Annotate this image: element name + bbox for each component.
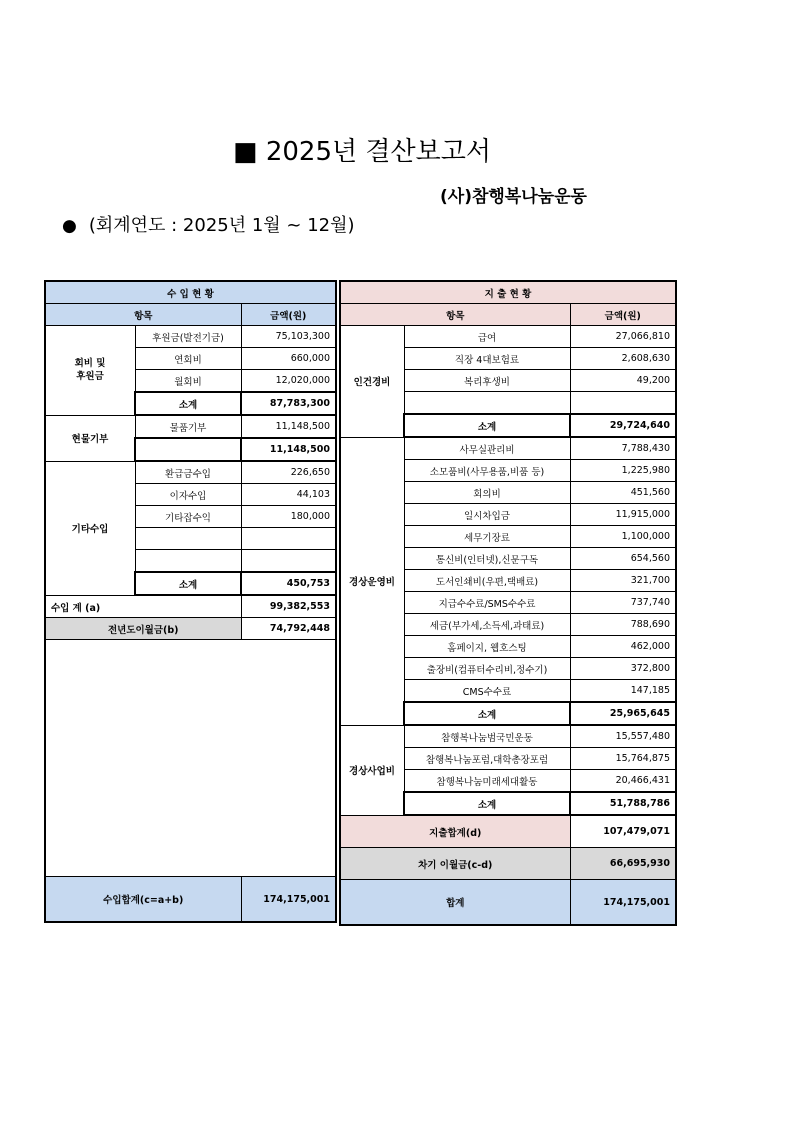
expense-col-item: 항목 xyxy=(340,304,570,326)
expense-amount: 737,740 xyxy=(570,592,676,614)
expense-item: 참행복나눔미래세대활동 xyxy=(404,770,570,793)
carryover-amount: 74,792,448 xyxy=(241,618,336,640)
income-empty-cell xyxy=(241,528,336,550)
expense-total-label: 지출합계(d) xyxy=(340,815,570,848)
expense-item: 도서인쇄비(우편,택배료) xyxy=(404,570,570,592)
income-item: 기타잡수익 xyxy=(135,506,241,528)
expense-item: 출장비(컴퓨터수리비,정수기) xyxy=(404,658,570,680)
expense-item: 세무기장료 xyxy=(404,526,570,548)
expense-item: 지급수수료/SMS수수료 xyxy=(404,592,570,614)
expense-amount: 147,185 xyxy=(570,680,676,703)
expense-subtotal: 51,788,786 xyxy=(570,792,676,815)
income-empty-cell xyxy=(241,550,336,573)
expense-item: 홈페이지, 웹호스팅 xyxy=(404,636,570,658)
expense-grand-total: 174,175,001 xyxy=(570,880,676,926)
expense-item: 급여 xyxy=(404,326,570,348)
income-empty-cell xyxy=(135,550,241,573)
expense-grand-label: 합계 xyxy=(340,880,570,926)
expense-amount: 27,066,810 xyxy=(570,326,676,348)
income-group-inkind: 현물기부 xyxy=(45,415,135,461)
organization-name: (사)참행복나눔운동 xyxy=(440,187,587,207)
bullet-icon: ● xyxy=(62,216,77,236)
expense-empty-cell xyxy=(404,392,570,415)
income-subtotal: 450,753 xyxy=(241,572,336,595)
income-header: 수 입 현 황 xyxy=(45,281,336,304)
income-grand-label: 수입합계(c=a+b) xyxy=(45,877,241,923)
expense-item: 소모품비(사무용품,비품 등) xyxy=(404,460,570,482)
expense-amount: 1,225,980 xyxy=(570,460,676,482)
income-amount: 660,000 xyxy=(241,348,336,370)
expense-subtotal-label: 소계 xyxy=(404,792,570,815)
expense-item: 직장 4대보험료 xyxy=(404,348,570,370)
income-amount: 11,148,500 xyxy=(241,415,336,438)
expense-empty-cell xyxy=(570,392,676,415)
income-subtotal-label: 소계 xyxy=(135,392,241,415)
next-carry-amount: 66,695,930 xyxy=(570,848,676,880)
income-total-label: 수입 계 (a) xyxy=(45,595,241,618)
income-empty-cell xyxy=(135,438,241,461)
expense-amount: 20,466,431 xyxy=(570,770,676,793)
expense-amount: 7,788,430 xyxy=(570,437,676,460)
income-item: 물품기부 xyxy=(135,415,241,438)
expense-amount: 11,915,000 xyxy=(570,504,676,526)
expense-group-projects: 경상사업비 xyxy=(340,725,404,815)
income-group-other: 기타수입 xyxy=(45,461,135,595)
expense-amount: 15,557,480 xyxy=(570,725,676,748)
income-amount: 226,650 xyxy=(241,461,336,484)
expense-subtotal-label: 소계 xyxy=(404,414,570,437)
income-item: 후원금(발전기금) xyxy=(135,326,241,348)
expense-amount: 451,560 xyxy=(570,482,676,504)
income-amount: 75,103,300 xyxy=(241,326,336,348)
expense-subtotal-label: 소계 xyxy=(404,702,570,725)
income-item: 월회비 xyxy=(135,370,241,393)
expense-group-personnel: 인건경비 xyxy=(340,326,404,438)
expense-item: 세금(부가세,소득세,과태료) xyxy=(404,614,570,636)
income-item: 이자수입 xyxy=(135,484,241,506)
carryover-label: 전년도이월금(b) xyxy=(45,618,241,640)
expense-amount: 49,200 xyxy=(570,370,676,392)
expense-item: 회의비 xyxy=(404,482,570,504)
income-total: 99,382,553 xyxy=(241,595,336,618)
expense-group-operations: 경상운영비 xyxy=(340,437,404,725)
expense-item: 통신비(인터넷),신문구독 xyxy=(404,548,570,570)
expense-item: 참행복나눔포럼,대학총장포럼 xyxy=(404,748,570,770)
expense-item: CMS수수료 xyxy=(404,680,570,703)
expense-subtotal: 29,724,640 xyxy=(570,414,676,437)
expense-item: 복리후생비 xyxy=(404,370,570,392)
income-empty-cell xyxy=(135,528,241,550)
income-grand-total: 174,175,001 xyxy=(241,877,336,923)
income-item: 환급금수입 xyxy=(135,461,241,484)
expense-subtotal: 25,965,645 xyxy=(570,702,676,725)
expense-header: 지 출 현 황 xyxy=(340,281,676,304)
expense-table xyxy=(339,280,677,926)
income-group-membership: 회비 및 후원금 xyxy=(45,326,135,416)
fiscal-period xyxy=(62,211,355,237)
income-amount: 180,000 xyxy=(241,506,336,528)
expense-amount: 321,700 xyxy=(570,570,676,592)
expense-amount: 788,690 xyxy=(570,614,676,636)
income-subtotal-label: 소계 xyxy=(135,572,241,595)
expense-col-amount: 금액(원) xyxy=(570,304,676,326)
expense-amount: 372,800 xyxy=(570,658,676,680)
fiscal-period-text: (회계연도 : 2025년 1월 ~ 12월) xyxy=(88,215,355,236)
expense-amount: 2,608,630 xyxy=(570,348,676,370)
income-col-amount: 금액(원) xyxy=(241,304,336,326)
expense-amount: 654,560 xyxy=(570,548,676,570)
income-table xyxy=(44,280,337,923)
expense-item: 참행복나눔범국민운동 xyxy=(404,725,570,748)
report-title: ■ 2025년 결산보고서 xyxy=(233,137,491,167)
expense-total: 107,479,071 xyxy=(570,815,676,848)
income-blank-area xyxy=(45,640,336,877)
expense-item: 일시차입금 xyxy=(404,504,570,526)
expense-item: 사무실관리비 xyxy=(404,437,570,460)
income-col-item: 항목 xyxy=(45,304,241,326)
income-amount: 44,103 xyxy=(241,484,336,506)
expense-amount: 462,000 xyxy=(570,636,676,658)
expense-amount: 15,764,875 xyxy=(570,748,676,770)
next-carry-label: 차기 이월금(c-d) xyxy=(340,848,570,880)
income-item: 연회비 xyxy=(135,348,241,370)
income-amount: 12,020,000 xyxy=(241,370,336,393)
income-subtotal: 11,148,500 xyxy=(241,438,336,461)
income-subtotal: 87,783,300 xyxy=(241,392,336,415)
expense-amount: 1,100,000 xyxy=(570,526,676,548)
